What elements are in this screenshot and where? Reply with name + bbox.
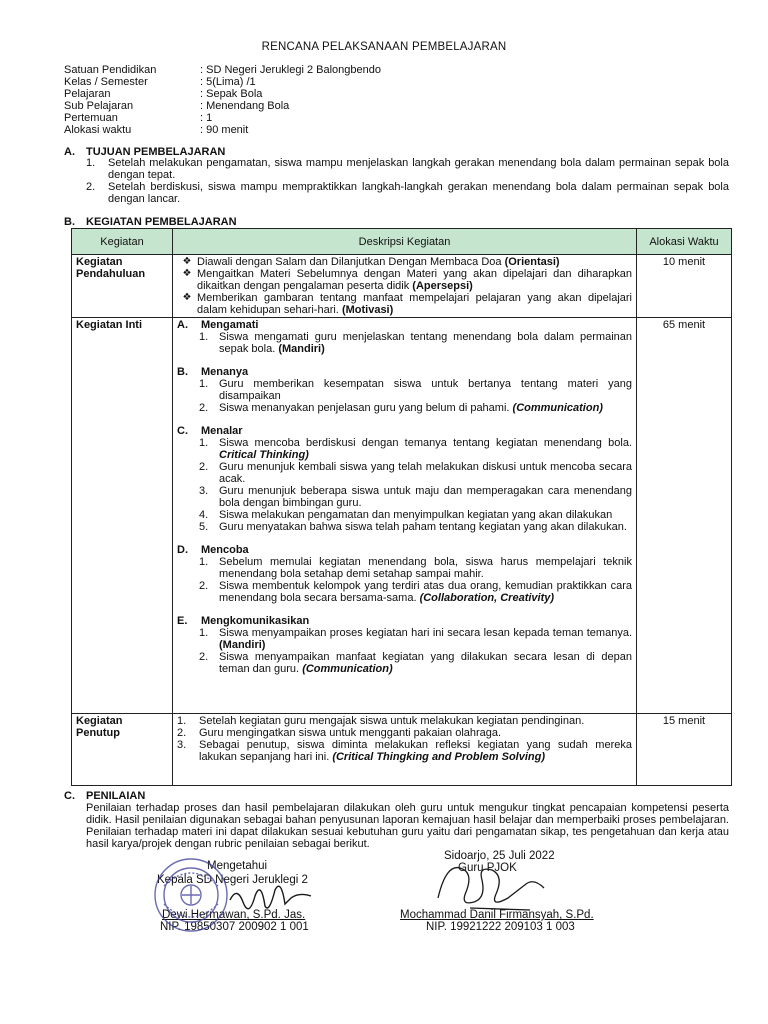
penilaian-paragraph: Penilaian terhadap proses dan hasil pembelajaran dilakukan oleh guru untuk mengukur tingkat pencapaian kompetensi peserta didik. Hasil penilaian digunakan sebagai bahan penyusunan laporan kemajuan hasil belajar dan memperbaiki proses pembelajaran. Penilaian terhadap materi ini dapat dilakukan sesuai kebutuhan guru yaitu dari pengamatan sikap, tes pengetahuan dan kerja atau hasil karya/projek dengan rubric penilaian sebagai berikut. — [86, 802, 729, 850]
right-signature-icon — [430, 858, 550, 914]
stage-item-text: Guru menunjuk beberapa siswa untuk maju dan memperagakan cara menendang bola dengan bimbingan guru. — [219, 485, 632, 509]
inti-stage — [177, 425, 632, 533]
time-pendahuluan: 10 menit — [637, 255, 732, 318]
identity-key: Sub Pelajaran — [64, 100, 134, 112]
activity-tag: Critical Thinking) — [219, 449, 309, 461]
stage-item-text: Guru menyatakan bahwa siswa telah paham tentang kegiatan yang akan dilakukan. — [219, 521, 627, 533]
stage-item — [177, 437, 632, 461]
identity-value: : Sepak Bola — [200, 88, 263, 100]
label-penutup: Kegiatan Penutup — [72, 714, 173, 786]
stage-item — [177, 521, 632, 533]
pendahuluan-text: Memberikan gambaran tentang manfaat mempelajari pelajaran yang akan dipelajari dalam kehidupan sehari-hari. (Motivasi) — [197, 292, 632, 316]
stage-item-text: Siswa menyampaikan proses kegiatan hari ini secara lesan kepada teman temanya. (Mandiri) — [219, 627, 632, 651]
objective-text: Setelah berdiskusi, siswa mampu mempraktikkan langkah-langkah gerakan menendang bola dalam permainan sepak bola dengan lancar. — [108, 181, 729, 205]
desc-pendahuluan — [173, 255, 637, 318]
time-penutup: 15 menit — [637, 714, 732, 786]
identity-table — [64, 64, 381, 136]
pendahuluan-text: Diawali dengan Salam dan Dilanjutkan Dengan Membaca Doa (Orientasi) — [197, 256, 560, 268]
penutup-number: 2. — [177, 727, 187, 739]
stage-item — [177, 485, 632, 509]
stage-item — [177, 556, 632, 580]
stage-item-number: 2. — [199, 651, 209, 663]
objective-item — [86, 157, 729, 181]
stage-heading — [177, 615, 632, 627]
inti-stage — [177, 615, 632, 675]
label-pendahuluan: Kegiatan Pendahuluan — [72, 255, 173, 318]
identity-row — [64, 100, 381, 112]
identity-row — [64, 112, 381, 124]
label-inti: Kegiatan Inti — [72, 318, 173, 714]
stage-title: Mengamati — [201, 319, 259, 331]
activity-tag: (Mandiri) — [219, 639, 266, 651]
pendahuluan-item — [177, 292, 632, 316]
stage-item-number: 4. — [199, 509, 209, 521]
inti-stage — [177, 366, 632, 414]
stage-item-number: 1. — [199, 556, 209, 568]
stage-item — [177, 509, 632, 521]
activity-tag: (Communication) — [302, 663, 393, 675]
stage-title: Menanya — [201, 366, 249, 378]
left-signature-icon — [225, 876, 315, 916]
stage-title: Menalar — [201, 425, 243, 437]
stage-item-number: 2. — [199, 461, 209, 473]
objective-number: 1. — [86, 157, 96, 169]
activity-table — [71, 228, 732, 786]
identity-value: : 90 menit — [200, 124, 249, 136]
section-c-heading: C. PENILAIAN — [64, 790, 146, 802]
stage-item-number: 1. — [199, 437, 209, 449]
activity-tag: (Orientasi) — [504, 256, 560, 268]
identity-value: : 1 — [200, 112, 213, 124]
objective-text: Setelah melakukan pengamatan, siswa mampu menjelaskan langkah gerakan menendang bola dalam permainan sepak bola dengan tepat. — [108, 157, 729, 181]
sig-right-nip: NIP. 19921222 209103 1 003 — [426, 921, 575, 933]
inti-stage — [177, 319, 632, 355]
identity-key: Alokasi waktu — [64, 124, 132, 136]
activity-tag: (Mandiri) — [278, 343, 325, 355]
stage-item-text: Siswa menyampaikan manfaat kegiatan yang dilakukan secara lesan di depan teman dan guru. (Communication) — [219, 651, 632, 675]
stage-letter: D. — [177, 544, 188, 556]
penutup-item — [177, 715, 632, 727]
pendahuluan-item — [177, 256, 632, 268]
section-b-heading: B. KEGIATAN PEMBELAJARAN — [64, 216, 237, 228]
pendahuluan-item — [177, 268, 632, 292]
penutup-item — [177, 727, 632, 739]
inti-stage — [177, 544, 632, 604]
identity-value: : SD Negeri Jeruklegi 2 Balongbendo — [200, 64, 382, 76]
stage-item-number: 5. — [199, 521, 209, 533]
penutup-number: 3. — [177, 739, 187, 751]
stage-item-text: Siswa mencoba berdiskusi dengan temanya tentang kegiatan menendang bola. Critical Thinking) — [219, 437, 632, 461]
stage-letter: C. — [177, 425, 188, 437]
stage-title: Mengkomunikasikan — [201, 615, 310, 627]
section-a-list — [86, 157, 729, 205]
stage-item — [177, 580, 632, 604]
header-alokasi: Alokasi Waktu — [637, 229, 732, 255]
activity-tag: (Apersepsi) — [412, 280, 473, 292]
school-stamp-icon — [152, 856, 230, 934]
sig-left-nip: NIP. 19850307 200902 1 001 — [160, 921, 309, 933]
row-penutup — [72, 714, 732, 786]
diamond-bullet-icon: ❖ — [182, 292, 192, 303]
stage-heading — [177, 319, 632, 331]
identity-row — [64, 124, 381, 136]
identity-value: : 5(Lima) /1 — [200, 76, 256, 88]
diamond-bullet-icon: ❖ — [182, 268, 192, 279]
stage-item — [177, 461, 632, 485]
stage-heading — [177, 425, 632, 437]
stage-item-text: Siswa mengamati guru menjelaskan tentang menendang bola dalam permainan sepak bola. (Mandiri) — [219, 331, 632, 355]
objective-number: 2. — [86, 181, 96, 193]
row-inti — [72, 318, 732, 714]
row-pendahuluan — [72, 255, 732, 318]
stage-item-number: 3. — [199, 485, 209, 497]
stage-item — [177, 378, 632, 402]
identity-row — [64, 88, 381, 100]
penutup-text: Sebagai penutup, siswa diminta melakukan refleksi kegiatan yang sudah mereka lakukan sepanjang hari ini. (Critical Thingking and Problem Solving) — [199, 739, 632, 763]
stage-item — [177, 402, 632, 414]
section-a-heading: A. TUJUAN PEMBELAJARAN — [64, 146, 226, 158]
desc-penutup — [173, 714, 637, 786]
stage-heading — [177, 366, 632, 378]
activity-tag: (Critical Thingking and Problem Solving) — [332, 751, 546, 763]
stage-item — [177, 651, 632, 675]
sig-left-mengetahui: Mengetahui — [207, 860, 268, 872]
diamond-bullet-icon: ❖ — [182, 256, 192, 267]
stage-heading — [177, 544, 632, 556]
stage-title: Mencoba — [201, 544, 249, 556]
activity-tag: (Collaboration, Creativity) — [419, 592, 555, 604]
stage-item-number: 2. — [199, 580, 209, 592]
stage-item-number: 1. — [199, 378, 209, 390]
identity-key: Pertemuan — [64, 112, 118, 124]
stage-letter: A. — [177, 319, 188, 331]
sig-right-name: Mochammad Danil Firmansyah, S.Pd. — [400, 909, 594, 921]
sig-right-role: Guru PJOK — [458, 862, 517, 874]
objective-item — [86, 181, 729, 205]
document-title: RENCANA PELAKSANAAN PEMBELAJARAN — [261, 41, 507, 53]
identity-row — [64, 64, 381, 76]
stage-item-text: Guru menunjuk kembali siswa yang telah melakukan diskusi untuk mencoba secara acak. — [219, 461, 632, 485]
penutup-number: 1. — [177, 715, 187, 727]
stage-letter: B. — [177, 366, 188, 378]
activity-tag: (Communication) — [512, 402, 603, 414]
identity-key: Satuan Pendidikan — [64, 64, 157, 76]
stage-item-text: Siswa menanyakan penjelasan guru yang belum di pahami. (Communication) — [219, 402, 603, 414]
identity-value: : Menendang Bola — [200, 100, 290, 112]
sig-left-role: Kepala SD Negeri Jeruklegi 2 — [157, 874, 308, 886]
desc-inti — [173, 318, 637, 714]
identity-row — [64, 76, 381, 88]
stage-item-number: 1. — [199, 627, 209, 639]
stage-item-text: Siswa melakukan pengamatan dan menyimpulkan kegiatan yang akan dilakukan — [219, 509, 613, 521]
stage-letter: E. — [177, 615, 188, 627]
identity-key: Kelas / Semester — [64, 76, 148, 88]
penutup-item — [177, 739, 632, 763]
header-deskripsi: Deskripsi Kegiatan — [173, 229, 637, 255]
stage-item-number: 2. — [199, 402, 209, 414]
penutup-text: Setelah kegiatan guru mengajak siswa untuk melakukan kegiatan pendinginan. — [199, 715, 585, 727]
pendahuluan-text: Mengaitkan Materi Sebelumnya dengan Materi yang akan dipelajari dan diharapkan dikaitkan dengan pengalaman peserta didik (Apersepsi) — [197, 268, 632, 292]
stage-item-text: Siswa membentuk kelompok yang terdiri atas dua orang, kemudian praktikkan cara menendang bola secara bersama-sama. (Collaboration, Creativity) — [219, 580, 632, 604]
stage-item-text: Guru memberikan kesempatan siswa untuk bertanya tentang materi yang disampaikan — [219, 378, 632, 402]
header-kegiatan: Kegiatan — [72, 229, 173, 255]
identity-key: Pelajaran — [64, 88, 111, 100]
sig-left-name: Dewi Hermawan, S.Pd. Jas. — [162, 909, 306, 921]
activity-tag: (Motivasi) — [341, 304, 394, 316]
penutup-text: Guru mengingatkan siswa untuk mengganti pakaian olahraga. — [199, 727, 502, 739]
stage-item-text: Sebelum memulai kegiatan menendang bola, siswa harus mempelajari teknik menendang bola setahap demi setahap sampai mahir. — [219, 556, 632, 580]
stage-item — [177, 627, 632, 651]
stage-item-number: 1. — [199, 331, 209, 343]
sig-right-date: Sidoarjo, 25 Juli 2022 — [444, 850, 555, 862]
stage-item — [177, 331, 632, 355]
time-inti: 65 menit — [637, 318, 732, 714]
